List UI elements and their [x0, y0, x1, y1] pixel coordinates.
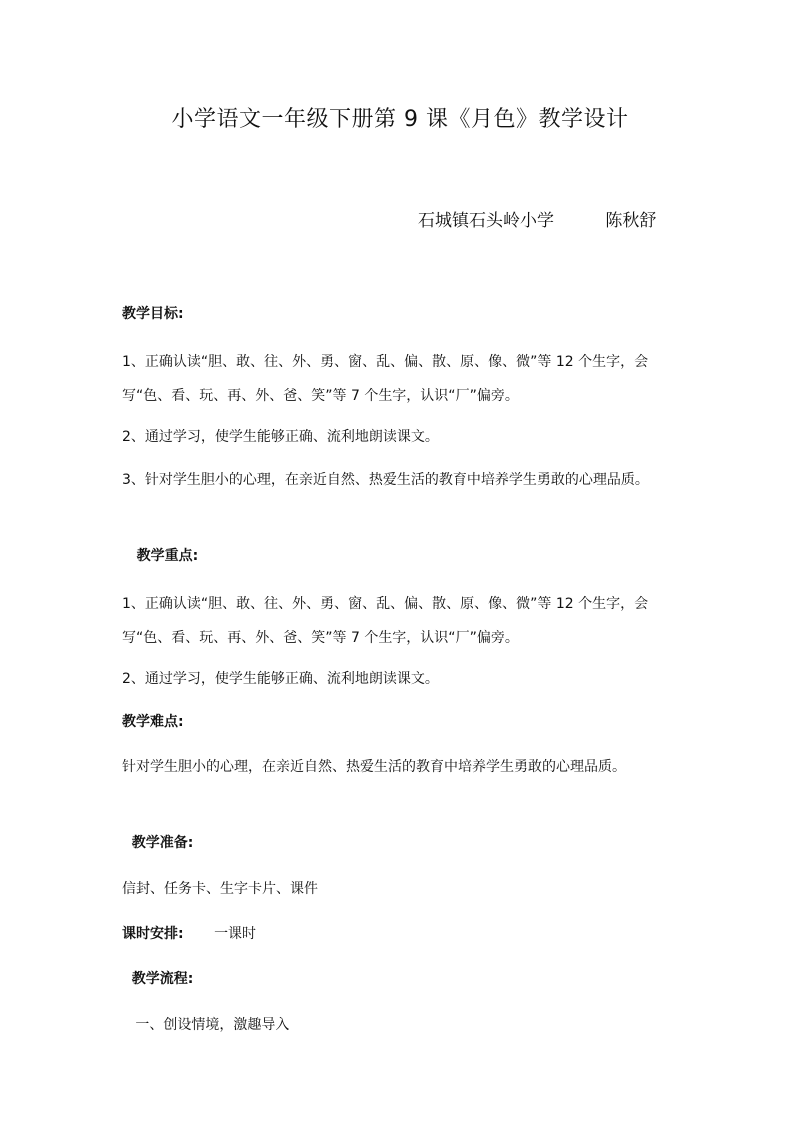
goal-item-1: 1、正确认读“胆、敢、往、外、勇、窗、乱、偏、散、原、像、微”等 12 个生字，会写“色、看、玩、再、外、爸、笑”等 7 个生字，认识“厂”偏旁。 [122, 354, 649, 404]
key-points-heading: 教学重点: [122, 548, 199, 564]
schedule-line [122, 917, 682, 951]
key-point-item-2: 2、通过学习，使学生能够正确、流利地朗读课文。 [122, 671, 439, 687]
preparation-item-1: 信封、任务卡、生字卡片、课件 [122, 881, 318, 897]
process-heading: 教学流程: [122, 971, 194, 987]
schedule-heading: 课时安排: [122, 926, 184, 942]
author-name: 陈秋舒 [605, 211, 657, 231]
document-title: 小学语文一年级下册第 9 课《月色》教学设计 [171, 107, 629, 132]
difficulty-item-1: 针对学生胆小的心理，在亲近自然、热爱生活的教育中培养学生勇敢的心理品质。 [122, 759, 626, 775]
process-item-1: 一、创设情境，激趣导入 [122, 1017, 290, 1033]
key-point-item-1: 1、正确认读“胆、敢、往、外、勇、窗、乱、偏、散、原、像、微”等 12 个生字，会写“色、看、玩、再、外、爸、笑”等 7 个生字，认识“厂”偏旁。 [122, 596, 649, 646]
author-school: 石城镇石头岭小学 [418, 211, 554, 231]
preparation-heading: 教学准备: [122, 835, 194, 851]
goal-item-3: 3、针对学生胆小的心理，在亲近自然、热爱生活的教育中培养学生勇敢的心理品质。 [122, 472, 649, 488]
difficulty-heading: 教学难点: [122, 714, 184, 730]
schedule-value: 一课时 [214, 926, 257, 942]
goal-item-2: 2、通过学习，使学生能够正确、流利地朗读课文。 [122, 429, 439, 445]
author-line [418, 206, 656, 231]
goals-heading: 教学目标: [122, 306, 184, 322]
